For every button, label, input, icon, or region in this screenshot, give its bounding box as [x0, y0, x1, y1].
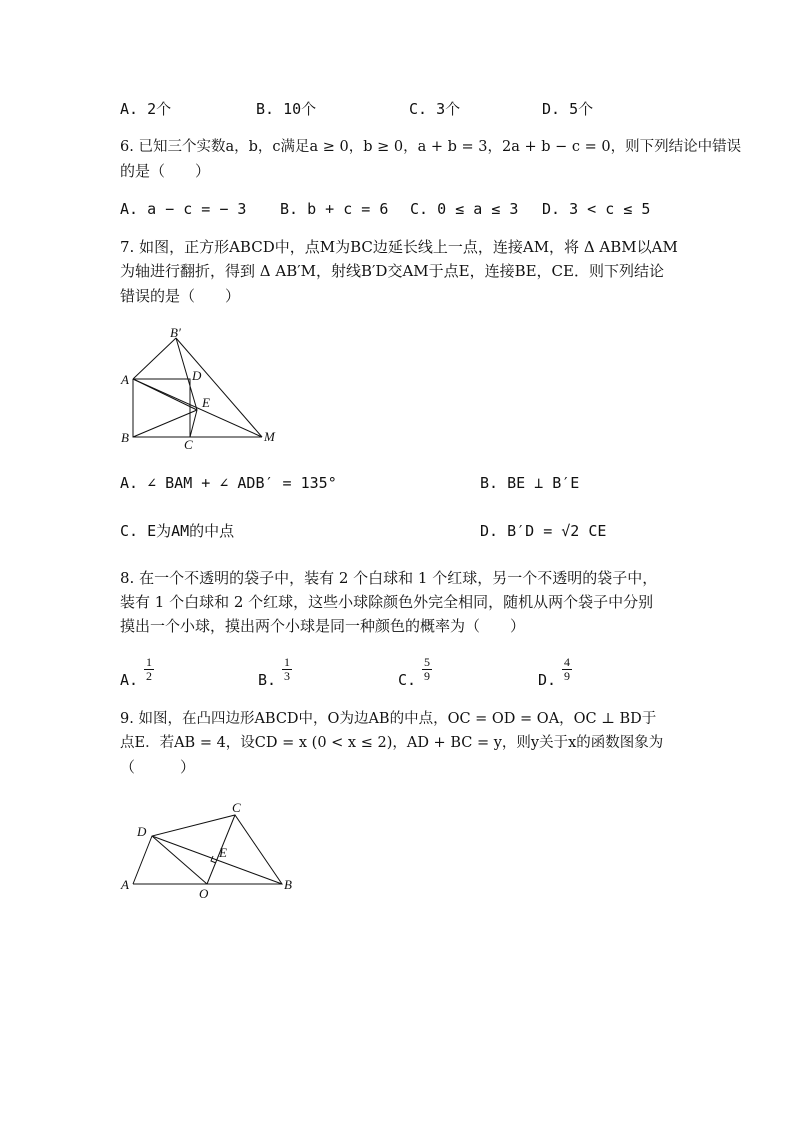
seg-a-bprime: [133, 338, 176, 379]
seg-be: [133, 410, 197, 437]
q6-option-c: C. 0 ≤ a ≤ 3: [410, 200, 519, 218]
label-a: A: [121, 372, 129, 387]
label-b: B: [284, 877, 292, 892]
q5-option-d: D. 5个: [542, 100, 594, 118]
q6-stem-line1: 6. 已知三个实数a，b，c满足a ≥ 0，b ≥ 0，a + b = 3，2a + b − c = 0，则下列结论中错误: [120, 139, 742, 155]
q9-stem-line3: （ ）: [120, 758, 196, 776]
q8-option-c-denominator: 9: [424, 668, 430, 683]
q7-option-a: A. ∠ BAM + ∠ ADB′ = 135°: [120, 474, 337, 492]
label-d: D: [137, 824, 147, 839]
q8-option-d-numerator: 4: [564, 655, 570, 669]
q7-stem-line2: 为轴进行翻折，得到 Δ AB′M，射线B′D交AM于点E，连接BE，CE．则下列结论: [120, 262, 664, 280]
q6-option-a: A. a − c = − 3: [120, 200, 247, 218]
q6-option-d: D. 3 < c ≤ 5: [542, 200, 651, 218]
q8-option-d-fraction: [562, 656, 572, 682]
seg-od: [152, 836, 207, 884]
q8-option-d-label: D.: [538, 671, 557, 689]
label-c: C: [184, 437, 193, 452]
label-d: D: [192, 368, 202, 383]
label-c: C: [232, 800, 241, 815]
q7-option-d: D. B′D = √2 CE: [480, 522, 607, 540]
q8-stem-line3: 摸出一个小球，摸出两个小球是同一种颜色的概率为（ ）: [120, 617, 526, 635]
q7-option-c: C. E为AM的中点: [120, 522, 235, 540]
q7-geometry-figure: [115, 325, 290, 450]
q5-option-c: C. 3个: [409, 100, 461, 118]
q7-option-b: B. BE ⊥ B′E: [480, 474, 580, 492]
q8-option-b-fraction: [282, 656, 292, 682]
q8-option-b-label: B.: [258, 671, 277, 689]
seg-a-d-e: [133, 379, 197, 410]
q6-stem-line2: 的是（ ）: [120, 162, 211, 180]
q9-stem-line1: 9. 如图，在凸四边形ABCD中，O为边AB的中点，OC = OD = OA，OC ⊥ BD于: [120, 711, 657, 727]
q8-option-a-label: A.: [120, 671, 139, 689]
label-b: B: [121, 430, 129, 445]
q8-option-c-label: C.: [398, 671, 417, 689]
q5-option-a: A. 2个: [120, 100, 172, 118]
q8-option-c-numerator: 5: [424, 655, 430, 669]
q8-option-b-denominator: 3: [284, 668, 290, 683]
q5-option-b: B. 10个: [256, 100, 317, 118]
q9-stem-line2: 点E．若AB = 4，设CD = x (0 < x ≤ 2)，AD + BC = y，则y关于x的函数图象为: [120, 735, 664, 751]
label-o: O: [199, 886, 209, 901]
quadrilateral-abcd: [133, 815, 282, 884]
label-e: E: [219, 845, 227, 860]
q8-stem-line2: 装有 1 个白球和 2 个红球，这些小球除颜色外完全相同，随机从两个袋子中分别: [120, 593, 654, 611]
label-m: M: [264, 429, 275, 444]
q7-stem-line3: 错误的是（ ）: [120, 287, 241, 305]
label-bprime: B′: [170, 325, 181, 340]
q6-option-b: B. b + c = 6: [280, 200, 389, 218]
seg-ce: [190, 410, 197, 437]
seg-bprime-m: [176, 338, 262, 437]
label-e: E: [202, 395, 210, 410]
q8-option-c-fraction: [422, 656, 432, 682]
q8-stem-line1: 8. 在一个不透明的袋子中，装有 2 个白球和 1 个红球，另一个不透明的袋子中，: [120, 569, 658, 587]
q8-option-a-numerator: 1: [146, 655, 152, 669]
label-a: A: [121, 877, 129, 892]
q8-option-a-denominator: 2: [146, 668, 152, 683]
square-abcd: [133, 379, 190, 437]
q8-option-a-fraction: [144, 656, 154, 682]
q8-option-d-denominator: 9: [564, 668, 570, 683]
q8-option-b-numerator: 1: [284, 655, 290, 669]
q9-geometry-figure: [115, 798, 300, 903]
q7-stem-line1: 7. 如图，正方形ABCD中，点M为BC边延长线上一点，连接AM，将 Δ ABM以AM: [120, 238, 678, 256]
seg-db: [152, 836, 282, 884]
